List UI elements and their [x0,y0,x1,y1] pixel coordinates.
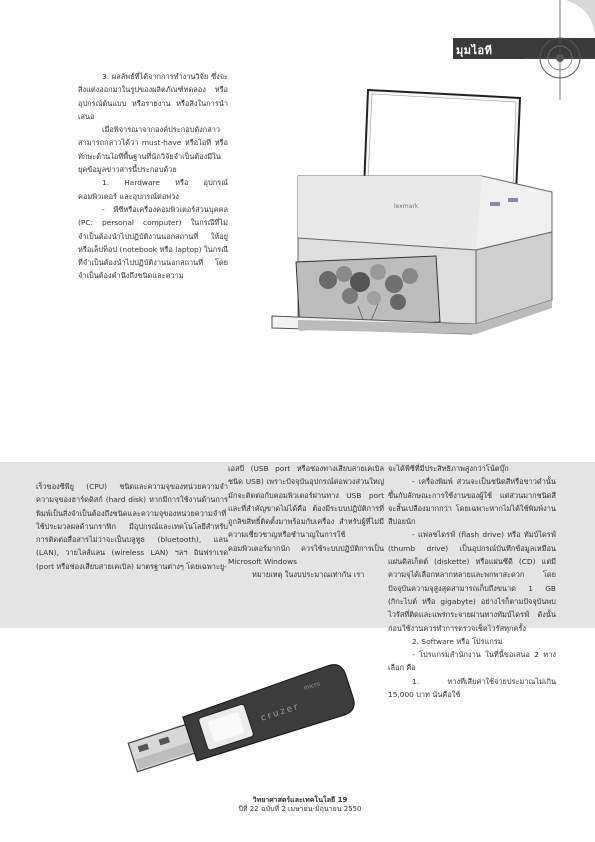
flash-drive-brand-label: cruzer [259,701,302,724]
column-b [228,462,384,582]
inkjet-printer-illustration-icon [258,84,560,384]
footer-line-1 [150,796,450,805]
paragraph: หมายเหตุ ในงบประมาณเท่ากัน เรา [252,570,365,580]
flash-drive-model-label: micro [302,680,322,693]
paragraph: เมื่อพิจารณาจากองค์ประกอบดังกล่าว สามารถกล่าวได้ว่า must-have หรือไอที หรือทักษะด้านไอทีพื้นฐานที่นักวิจัยจำเป็นต้องมีในยุคข้อมูลข่าวสารนี้ประกอบด้วย [78,125,228,175]
footer-title: วิทยาศาสตร์และเทคโนโลยี [252,796,336,804]
page-footer [150,796,450,814]
paragraph: เอสบี (USB port หรือช่องทางเสียบสายเคเบิลชนิด USB) เพราะปัจจุบันอุปกรณ์ต่อพ่วงส่วนใหญ่มักจะติดต่อกับคอมพิวเตอร์ผ่านทาง USB port และที่สำคัญขาดไม่ได้คือ ต้องมีระบบปฏิบัติการที่ถูกลิขสิทธิ์ติดตั้งมาพร้อมกับเครื่อง สำหรับผู้ที่ไม่มีความเชี่ยวชาญหรือชำนาญในการใช้คอมพิวเตอร์มากนัก ควรใช้ระบบปฏิบัติการเป็น Microsoft Windows [228,464,384,567]
paragraph: 3. ผลลัพธ์ที่ได้จากการทำงานวิจัย ซึ่งจะสิ่งแต่งออกมาในรูปของผลิตภัณฑ์ทดลอง หรืออุปกรณ์ต้นแบบ หรือรายงาน หรือสิ่งในการนำเสนอ [78,72,228,121]
paragraph: 1. ทางที่เสียค่าใช้จ่ายประมาณไม่เกิน 15,000 บาท นั่นคือใช้ [388,676,556,700]
page-number: 19 [337,796,348,804]
paragraph: - แฟลชไดรฟ์ (flash drive) หรือ ทัมบ์ไดรฟ์ (thumb drive) เป็นอุปกรณ์บันทึกข้อมูลเหมือนแผ่นดิสเก็ตต์ (diskette) หรือแผ่นซีดี (CD) แต่มีความจุได้เลือกหลากหลายและพกพาสะดวก โดยปัจจุบันความจุสูงสุดสามารถเก็บถึงขนาด 1 GB (กิกะไบต์ หรือ gigabyte) อย่างไรก็ตามปัจจุบันพบไวรัสที่ติดและแพร่กระจายผ่านทางทัมบ์ไดรฟ์ ดังนั้น ก่อนใช้งานควรทำการตรวจเช็คไวรัสทุกครั้ง [388,530,556,633]
paragraph: - โปรแกรมสำนักงาน ในที่นี้ขอเสนอ 2 ทางเลือก คือ [388,650,556,673]
paragraph: - พีซีหรือเครื่องคอมพิวเตอร์ส่วนบุคคล (PC: personal computer) ในกรณีที่ไม่จำเป็นต้องนำไปปฏิบัติงานนอกสถานที่ ให้อยู่หรือเล็ปท็อป (notebook หรือ laptop) ในกรณีที่จำเป็นต้องนำไปปฏิบัติงานนอกสถานที่ โดยจำเป็นต้องคำนึงถึงชนิดและความ [78,204,228,281]
paragraph: เร็วของซีพียู (CPU) ชนิดและความจุของหน่วยความจำ ความจุของฮาร์ดดิสก์ (hard disk) หากมีการใช้งานด้านการพิมพ์เป็นสิ่งจำเป็นต้องถึงชนิดและความจุของหน่วยความจำที่ใช้ประมวลผลด้านกราฟิก มีอุปกรณ์และเทคโนโลยีสำหรับการติดต่อสื่อสารไม่ว่าจะเป็นบลูทูธ (bluetooth), แลน (LAN), วายไลส์แลน (wireless LAN) ฯลฯ อินฟราเรด (port หรือช่องเสียบสายเคเบิล) มาตรฐานต่างๆ โดยเฉพาะยู- [36,482,228,571]
paragraph: 1. Hardware หรือ อุปกรณ์คอมพิวเตอร์ และอุปกรณ์ต่อพ่วง [78,178,228,201]
column-c [388,462,556,701]
column-a-bottom [36,480,228,573]
footer-line-2: ปีที่ 22 ฉบับที่ 2 เมษายน-มิถุนายน 2550 [238,805,362,813]
paragraph: - เครื่องพิมพ์ ส่วนจะเป็นชนิดสีหรือขาวดำนั้นขึ้นกับลักษณะการใช้งานของผู้ใช้ แต่ส่วนมากชนิดสีจะสิ้นเปลืองมากกว่า โดยเฉพาะหากไม่ได้ใช้พิมพ์งานสีบ่อยนัก [388,477,556,527]
paragraph: 2. Software หรือ โปรแกรม [412,636,503,646]
section-tab-label: มุมไอที [456,44,493,57]
column-a-top [78,70,228,283]
printer-brand-label: lexmark [394,203,419,210]
usb-flash-drive-illustration-icon [100,632,360,782]
paragraph: จะได้พีซีที่มีประสิทธิภาพสูงกว่าโน้ตบุ๊ก [388,464,509,473]
